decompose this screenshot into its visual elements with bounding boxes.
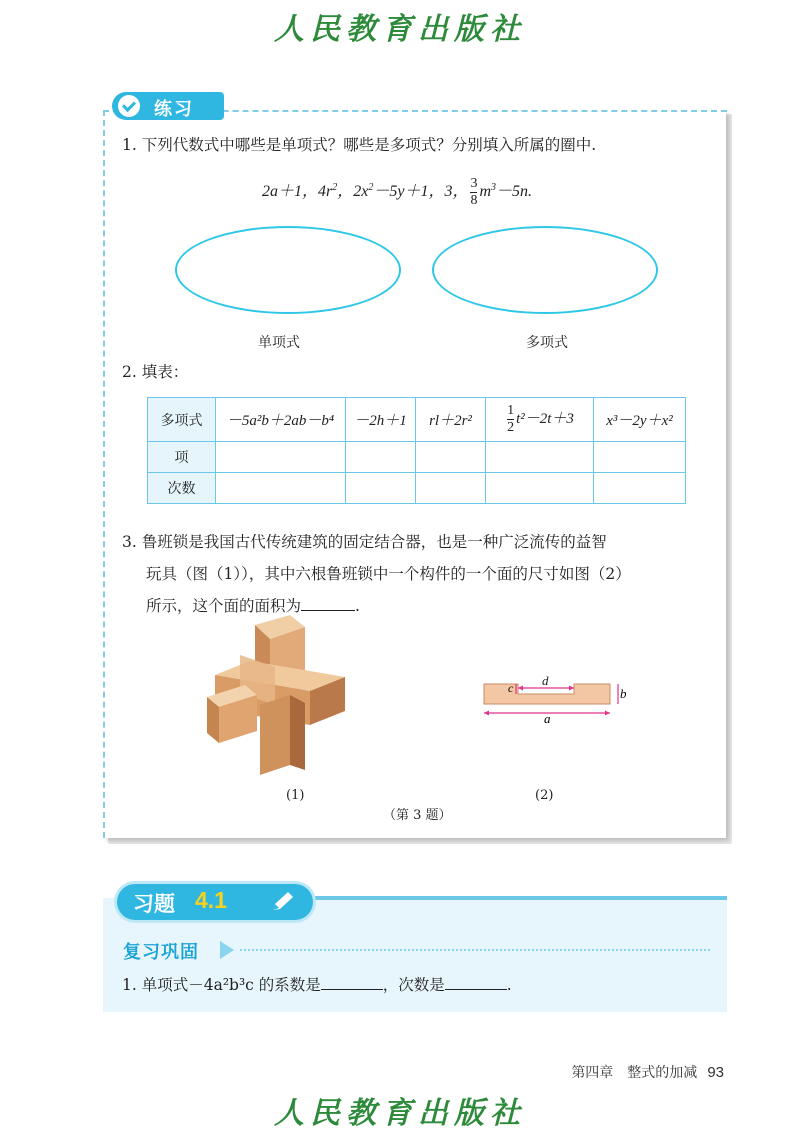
coefficient-blank[interactable] [321, 974, 383, 990]
arrow-head [518, 686, 523, 691]
exercises-number: 4.1 [195, 887, 227, 913]
monomial-oval[interactable] [175, 226, 401, 314]
publisher-brand-bottom: 人民教育出版社 [274, 1096, 526, 1130]
exercise-1-text: 1. 单项式－4a²b³c 的系数是 [122, 976, 321, 994]
triangle-right-icon [220, 941, 234, 959]
question-3-line-2: 玩具（图（1）），其中六根鲁班锁中一个构件的一个面的尺寸如图（2） [146, 565, 631, 583]
check-icon [118, 95, 140, 117]
arrow-head [484, 711, 489, 716]
dotted-divider [240, 949, 710, 951]
question-3-text: 所示，这个面的面积为 [146, 597, 302, 615]
formula-part: m [479, 183, 492, 201]
fraction-numerator: 1 [507, 403, 515, 418]
figure-2-caption: (2) [535, 788, 554, 803]
answer-cell[interactable] [594, 473, 686, 504]
pencil-icon [269, 890, 295, 914]
dimension-b-label: b [620, 686, 627, 701]
poly-cell: rl＋2r² [416, 398, 486, 442]
answer-cell[interactable] [216, 442, 346, 473]
table-row [148, 398, 686, 442]
polynomial-oval[interactable] [432, 226, 658, 314]
question-3-line-1: 3. 鲁班锁是我国古代传统建筑的固定结合器，也是一种广泛流传的益智 [122, 533, 607, 551]
question-1: 1. 下列代数式中哪些是单项式？哪些是多项式？分别填入所属的圈中. [122, 136, 597, 154]
arrow-head [569, 686, 574, 691]
practice-tab [112, 92, 224, 120]
publisher-brand-top: 人民教育出版社 [274, 12, 526, 47]
exercises-tab [117, 884, 313, 920]
poly-cell: －2h＋1 [346, 398, 416, 442]
figure-1-caption: (1) [286, 788, 305, 803]
answer-cell[interactable] [416, 473, 486, 504]
answer-cell[interactable] [216, 473, 346, 504]
monomial-label: 单项式 [258, 335, 300, 351]
poly-cell: －5a²b＋2ab－b⁴ [216, 398, 346, 442]
formula-part: 2a＋1，4r [262, 183, 333, 201]
answer-cell[interactable] [346, 473, 416, 504]
fraction-denominator: 8 [470, 193, 478, 208]
formula-part: －5y＋1，3， [373, 183, 469, 201]
chapter-label: 第四章 整式的加减 [571, 1065, 698, 1081]
exercises-title: 习题 [133, 891, 175, 916]
row-label: 次数 [148, 473, 216, 504]
practice-title: 练习 [154, 99, 194, 120]
poly-cell [486, 398, 594, 442]
answer-cell[interactable] [486, 473, 594, 504]
polynomial-label: 多项式 [526, 335, 568, 351]
exercise-1-text: ，次数是 [382, 976, 445, 994]
question-3-caption: （第 3 题） [383, 808, 452, 823]
page-footer [571, 1062, 724, 1082]
fraction-1-2 [507, 403, 514, 436]
superscript: 2 [332, 181, 338, 193]
polynomial-table [147, 397, 686, 504]
row-label: 项 [148, 442, 216, 473]
wood-face [260, 695, 290, 775]
row-label: 多项式 [148, 398, 216, 442]
formula-part: －5n. [496, 183, 533, 201]
question-3-period: . [355, 597, 360, 615]
table-row [148, 473, 686, 504]
dimension-c-label: c [508, 681, 514, 695]
dimension-d-label: d [542, 673, 549, 688]
poly-text: t²－2t＋3 [516, 410, 574, 427]
answer-cell[interactable] [346, 442, 416, 473]
fraction-3-8 [470, 176, 477, 209]
answer-cell[interactable] [416, 442, 486, 473]
dimension-a-label: a [544, 711, 551, 724]
luban-lock-image [205, 615, 355, 775]
fraction-denominator: 2 [507, 420, 515, 435]
exercises-header-line [300, 896, 727, 900]
page-number: 93 [707, 1064, 724, 1081]
fraction-numerator: 3 [470, 176, 478, 191]
poly-cell: x³－2y＋x² [594, 398, 686, 442]
component-face-diagram [478, 672, 628, 724]
exercise-1-period: . [506, 976, 512, 994]
wood-face [290, 695, 305, 770]
superscript: 2 [368, 181, 374, 193]
answer-cell[interactable] [486, 442, 594, 473]
superscript: 3 [491, 181, 497, 193]
answer-blank[interactable] [301, 595, 355, 611]
formula-part: ，2x [337, 183, 369, 201]
degree-blank[interactable] [445, 974, 507, 990]
exercise-1 [122, 970, 512, 1000]
answer-cell[interactable] [594, 442, 686, 473]
question-1-formula [262, 176, 532, 209]
arrow-head [605, 711, 610, 716]
table-row [148, 442, 686, 473]
section-heading: 复习巩固 [123, 942, 199, 963]
question-2: 2. 填表： [122, 363, 189, 381]
